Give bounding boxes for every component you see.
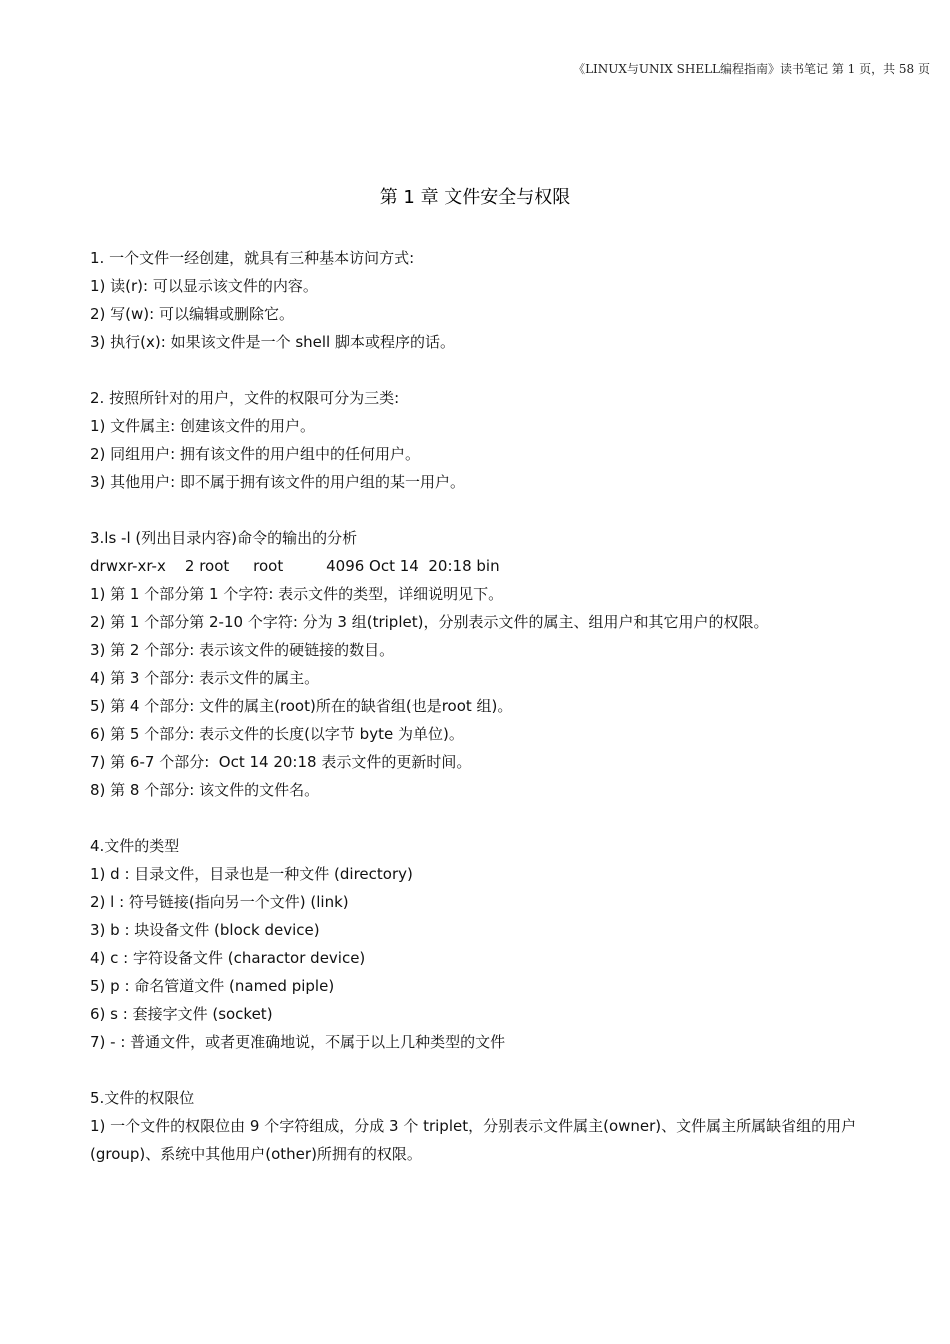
list-item: 6) s : 套接字文件 (socket) xyxy=(90,1005,273,1023)
section-heading: 4.文件的类型 xyxy=(90,837,180,855)
list-item: 3) 第 2 个部分: 表示该文件的硬链接的数目。 xyxy=(90,641,395,659)
list-item: 3) 执行(x): 如果该文件是一个 shell 脚本或程序的话。 xyxy=(90,333,455,351)
list-item: 4) c : 字符设备文件 (charactor device) xyxy=(90,949,366,967)
section-heading: 5.文件的权限位 xyxy=(90,1089,195,1107)
list-item: 5) 第 4 个部分: 文件的属主(root)所在的缺省组(也是root 组)。 xyxy=(90,697,513,715)
chapter-title: 第 1 章 文件安全与权限 xyxy=(379,187,571,208)
section-permission-bits xyxy=(90,1084,870,1168)
section-ls-output xyxy=(90,524,870,804)
list-item: 3) b : 块设备文件 (block device) xyxy=(90,921,320,939)
section-heading: 1. 一个文件一经创建，就具有三种基本访问方式: xyxy=(90,249,415,267)
list-item: 7) - : 普通文件，或者更准确地说，不属于以上几种类型的文件 xyxy=(90,1033,506,1051)
list-item: 1) 第 1 个部分第 1 个字符: 表示文件的类型，详细说明见下。 xyxy=(90,585,504,603)
page-header: 《LINUX与UNIX SHELL编程指南》读书笔记 第 1 页，共 58 页 xyxy=(573,62,930,76)
list-item: 2) 同组用户: 拥有该文件的用户组中的任何用户。 xyxy=(90,445,420,463)
list-item: 3) 其他用户: 即不属于拥有该文件的用户组的某一用户。 xyxy=(90,473,465,491)
section-access-modes xyxy=(90,244,870,356)
list-item: 2) 第 1 个部分第 2-10 个字符: 分为 3 组(triplet)，分别表示文件的属主、组用户和其它用户的权限。 xyxy=(90,613,769,631)
section-heading: 2. 按照所针对的用户，文件的权限可分为三类: xyxy=(90,389,400,407)
list-item: 5) p : 命名管道文件 (named piple) xyxy=(90,977,335,995)
section-user-classes xyxy=(90,384,870,496)
list-item: 1) 读(r): 可以显示该文件的内容。 xyxy=(90,277,318,295)
list-item: 2) l : 符号链接(指向另一个文件) (link) xyxy=(90,893,349,911)
command-output-example: drwxr-xr-x 2 root root 4096 Oct 14 20:18 bin xyxy=(90,557,500,575)
list-item: 7) 第 6-7 个部分: Oct 14 20:18 表示文件的更新时间。 xyxy=(90,753,472,771)
paragraph: 1) 一个文件的权限位由 9 个字符组成，分成 3 个 triplet，分别表示文件属主(owner)、文件属主所属缺省组的用户(group)、系统中其他用户(other)所拥有的权限。 xyxy=(90,1117,857,1163)
list-item: 8) 第 8 个部分: 该文件的文件名。 xyxy=(90,781,320,799)
list-item: 1) d : 目录文件，目录也是一种文件 (directory) xyxy=(90,865,413,883)
list-item: 2) 写(w): 可以编辑或删除它。 xyxy=(90,305,294,323)
list-item: 4) 第 3 个部分: 表示文件的属主。 xyxy=(90,669,320,687)
section-heading: 3.ls -l (列出目录内容)命令的输出的分析 xyxy=(90,529,358,547)
document-body xyxy=(90,244,870,1168)
section-file-types xyxy=(90,832,870,1056)
list-item: 6) 第 5 个部分: 表示文件的长度(以字节 byte 为单位)。 xyxy=(90,725,464,743)
list-item: 1) 文件属主: 创建该文件的用户。 xyxy=(90,417,315,435)
